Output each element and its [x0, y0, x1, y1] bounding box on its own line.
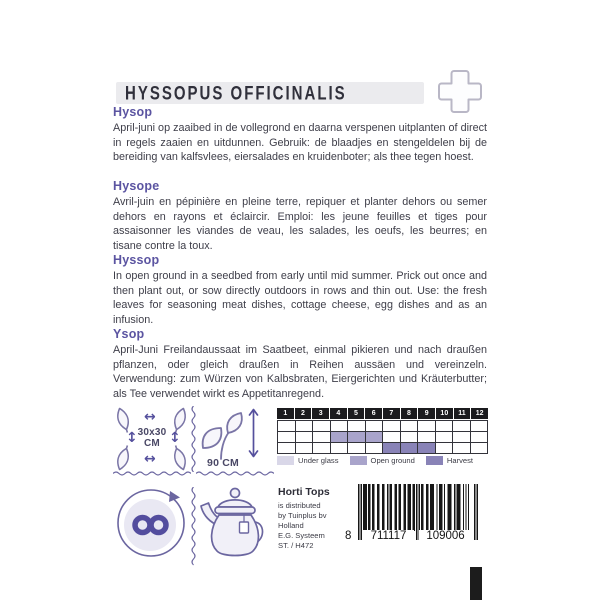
month-cell-1: 1	[277, 408, 294, 419]
calendar-cell-harvest-1	[278, 443, 295, 453]
calendar-cell-under-glass-6	[366, 421, 383, 431]
section-heading-english: Hyssop	[113, 253, 160, 267]
calendar-cell-open-ground-7	[383, 432, 400, 442]
calendar-cell-harvest-8	[401, 443, 418, 453]
wavy-divider	[190, 487, 197, 566]
plant-icon	[198, 407, 246, 461]
ean-barcode	[344, 484, 484, 548]
month-cell-6: 6	[365, 408, 382, 419]
vertical-arrow-icon: ↕	[126, 430, 138, 446]
calendar-cell-open-ground-8	[401, 432, 418, 442]
month-cell-2: 2	[295, 408, 312, 419]
calendar-cell-open-ground-4	[331, 432, 348, 442]
legend-label: Open ground	[370, 456, 415, 465]
page-title: HYSSOPUS OFFICINALIS	[125, 82, 347, 104]
legend-item-harvest	[426, 456, 473, 465]
legend-swatch	[277, 456, 294, 465]
wavy-separator	[196, 470, 274, 477]
perennial-infinity-icon	[114, 486, 188, 560]
calendar-cell-harvest-7	[383, 443, 400, 453]
distributor-name: Horti Tops	[278, 486, 330, 498]
calendar-cell-under-glass-7	[383, 421, 400, 431]
month-cell-12: 12	[471, 408, 488, 419]
calendar-cell-under-glass-11	[453, 421, 470, 431]
section-body-english: In open ground in a seedbed from early until mid summer. Prick out once and then plant out, or sow directly outdoors in rows and thin out. Use: the fresh leaves for seasoning meat dishes, cottage cheese, egg dishes and as an infusion.	[113, 270, 487, 326]
height-arrow-icon	[247, 407, 260, 459]
legend-swatch	[350, 456, 367, 465]
calendar-cell-harvest-5	[348, 443, 365, 453]
month-cell-10: 10	[436, 408, 453, 419]
leaf-icon	[166, 442, 192, 474]
section-dutch	[113, 105, 487, 165]
sowing-calendar	[277, 408, 488, 454]
month-cell-7: 7	[383, 408, 400, 419]
legend-label: Harvest	[446, 456, 474, 465]
legend-item-open-ground	[350, 456, 415, 465]
section-heading-dutch: Hysop	[113, 105, 153, 119]
calendar-cell-harvest-6	[366, 443, 383, 453]
title-band	[116, 82, 424, 104]
section-french	[113, 179, 487, 253]
section-english	[113, 253, 487, 327]
teapot-icon	[198, 486, 270, 564]
calendar-cell-open-ground-12	[471, 432, 488, 442]
calendar-cell-open-ground-10	[436, 432, 453, 442]
section-body-german: April-Juni Freilandaussaat im Saatbeet, einmal pikieren und nach draußen pflanzen, oder gleich draußen in Reihen aussäen und vereinzeln. Verwendung: zum Würzen von Kalbsbraten, Eiergerichten und Kräuterbutter; als Tee verwendet wirkt es Appetitanregend.	[113, 344, 487, 400]
section-heading-french: Hysope	[113, 179, 160, 193]
calendar-cell-open-ground-6	[366, 432, 383, 442]
distributor-line: E.G. Systeem	[278, 531, 325, 540]
distributor-line: ST. / H472	[278, 541, 314, 550]
horizontal-arrow-icon: ↔	[144, 451, 156, 467]
section-body-french: Avril-juin en pépinière en pleine terre, repiquer et planter dehors ou semer dehors en rayons et éclaircir. Emploi: les jeune feuilles et tiges pour assaisonner les viandes de veau, les salades, les oeufs, les beurres; en tisane contre la toux.	[113, 196, 487, 252]
calendar-grid	[277, 420, 488, 454]
month-cell-8: 8	[401, 408, 418, 419]
calendar-cell-harvest-2	[296, 443, 313, 453]
calendar-cell-under-glass-1	[278, 421, 295, 431]
calendar-cell-open-ground-3	[313, 432, 330, 442]
barcode-group2: 109006	[419, 530, 472, 542]
calendar-month-header	[277, 408, 488, 419]
leaf-icon	[110, 442, 136, 474]
barcode-left-digit: 8	[345, 530, 352, 542]
calendar-cell-open-ground-5	[348, 432, 365, 442]
section-heading-german: Ysop	[113, 327, 145, 341]
calendar-legend	[277, 456, 488, 465]
calendar-cell-open-ground-11	[453, 432, 470, 442]
legend-label: Under glass	[298, 456, 339, 465]
legend-item-under-glass	[277, 456, 339, 465]
horizontal-arrow-icon: ↔	[144, 409, 156, 425]
calendar-cell-under-glass-8	[401, 421, 418, 431]
calendar-cell-harvest-9	[418, 443, 435, 453]
calendar-cell-under-glass-4	[331, 421, 348, 431]
calendar-cell-open-ground-2	[296, 432, 313, 442]
calendar-cell-under-glass-10	[436, 421, 453, 431]
barcode-group1: 711117	[363, 530, 414, 542]
calendar-cell-under-glass-5	[348, 421, 365, 431]
vertical-arrow-icon: ↕	[169, 430, 181, 446]
calendar-cell-open-ground-1	[278, 432, 295, 442]
spacing-unit-label: CM	[144, 438, 160, 449]
calendar-cell-harvest-4	[331, 443, 348, 453]
spacing-size-label: 30x30	[137, 427, 167, 438]
print-registration-mark	[470, 567, 482, 600]
plant-spacing-pictogram	[113, 405, 191, 471]
section-body-dutch: April-juni op zaaibed in de vollegrond en daarna verspenen uitplanten of direct in regels zaaien en uitdunnen. Gebruik: de blaadjes en stengeldelen bij de bereiding van kalfsvlees, eiersalades en kruidenboter; als thee tegen hoest.	[113, 122, 487, 164]
calendar-cell-harvest-11	[453, 443, 470, 453]
legend-swatch	[426, 456, 443, 465]
section-german	[113, 327, 487, 401]
calendar-cell-harvest-3	[313, 443, 330, 453]
distributor-line: Holland	[278, 521, 304, 530]
month-cell-4: 4	[330, 408, 347, 419]
calendar-cell-under-glass-2	[296, 421, 313, 431]
calendar-cell-open-ground-9	[418, 432, 435, 442]
distributor-block	[278, 486, 348, 551]
calendar-cell-harvest-10	[436, 443, 453, 453]
calendar-cell-under-glass-9	[418, 421, 435, 431]
month-cell-9: 9	[418, 408, 435, 419]
calendar-cell-under-glass-3	[313, 421, 330, 431]
distributor-line: is distributed	[278, 501, 321, 510]
month-cell-11: 11	[454, 408, 471, 419]
distributor-line: by Tuinplus bv	[278, 511, 327, 520]
plant-height-label: 90 CM	[207, 457, 239, 469]
calendar-cell-harvest-12	[471, 443, 488, 453]
plant-height-pictogram	[196, 405, 272, 471]
wavy-separator	[113, 470, 191, 477]
month-cell-3: 3	[312, 408, 329, 419]
month-cell-5: 5	[348, 408, 365, 419]
calendar-cell-under-glass-12	[471, 421, 488, 431]
